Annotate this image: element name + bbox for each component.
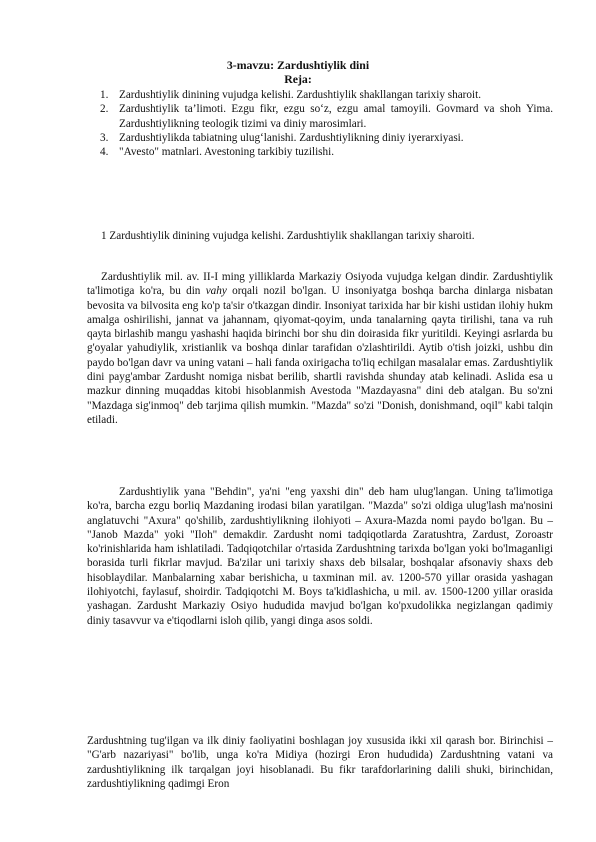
paragraph-3: Zardushtning tug'ilgan va ilk diniy faoliyatini boshlagan joy xususida ikki xil qarash bor. Birinchisi – "G'arb nazariyasi" bo'lib, unga ko'ra Midiya (hozirgi Eron hududida) Zardushtning vatani va zardushtiylikning ilk tarqalgan joyi hisoblanadi. Bu fikr tarafdorlarining dalili shuki, birinchidan, zardushtiylikning qadimgi Eron	[87, 735, 553, 790]
plan-item-text: Zardushtiylik ta’limoti. Ezgu fikr, ezgu so‘z, ezgu amal tamoyili. Govmard va shoh Yima. Zardushtiylikning teologik tizimi va diniy marosimlari.	[119, 103, 553, 130]
plan-item-text: Zardushtiylikda tabiatning ulug‘lanishi. Zardushtiylikning diniy iyerarxiyasi.	[119, 131, 464, 144]
plan-label: Reja:	[284, 72, 312, 86]
paragraph-1-text-a: Zardushtiylik mil. av. II-I ming yilliklarda Markaziy Osiyoda vujudga kelgan dindir. Zardushtiylik ta'limotiga ko'ra, bu din	[87, 271, 553, 298]
emphasized-word: vahy	[205, 285, 227, 298]
section-title: Zardushtiylik dinining vujudga kelishi. Zardushtiylik shakllangan tarixiy sharoiti.	[109, 230, 475, 242]
plan-item	[100, 145, 553, 159]
plan-item-number: 2.	[100, 103, 109, 116]
section-number: 1	[101, 230, 107, 242]
document-title: 3-mavzu: Zardushtiylik dini	[226, 58, 370, 72]
plan-item-text: Zardushtiylik dinining vujudga kelishi. Zardushtiylik shakllangan tarixiy sharoit.	[119, 89, 481, 101]
paragraph-1-text-b: orqali nozil bo'lgan. U insoniyatga boshqa barcha dinlarga nisbatan bevosita va bilvosita eng ko'p ta'sir o'tkazgan dindir. Insoniyat tarixida har bir kishi ustidan ilohiy hukm amalga oshirilishi, jannat va jahannam, qiyomat-qoyim, unda tanalarning qayta tirilishi, tana va ruh qayta birlashib mangu yashashi haqida birinchi bor shu din doirasida fikr yuritildi. Keyingi asrlarda bu g'oyalar yahudiylik, xristianlik va boshqa dinlar tarafidan o'zlashtirildi. Aytib o'tish joizki, ushbu din paydo bo'lgan davr va uning vatani – hali fanda oxirigacha to'liq echilgan masalalar emas. Zardushtiylik dini payg'ambar Zardusht nomiga nisbat berilib, shartli ravishda shunday atab kelinadi. Aslida esa u mazkur dinning muqaddas kitobi hisoblanmish Avestoda "Mazdayasna" dini deb atalgan. Bu so'zni "Mazdaga sig'inmoq" deb tarjima qilish mumkin. "Mazda" so'zi "Donish, donishmand, oqil" kabi talqin etiladi.	[87, 285, 553, 426]
paragraph-2: Zardushtiylik yana "Behdin", ya'ni "eng yaxshi din" deb ham ulug'langan. Uning ta'limotiga ko'ra, barcha ezgu borliq Mazdaning irodasi bilan yaratilgan. "Mazda" so'zi oldiga ulug'lash ma'nosini anglatuvchi "Axura" qo'shilib, zardushtiylikning ilohiyoti – Axura-Mazda nomi paydo bo'lgan. Bu – "Janob Mazda" yoki "Iloh" demakdir. Zardusht nomi tadqiqotlarda Zaratushtra, Zardust, Zoroastr ko'rinishlarida ham ishlatiladi. Tadqiqotchilar o'rtasida Zardushtning tarixda bo'lgan yoki bo'lmaganligi borasida turli fikrlar mavjud. Ba'zilar uni tarixiy shaxs deb bilsalar, boshqalar afsonaviy shaxs deb hisoblaydilar. Manbalarning xabar berishicha, u taxminan mil. av. 1200-570 yillar orasida yashagan ilohiyotchi, faylasuf, shoirdir. Tadqiqotchi M. Boys ta'kidlashicha, u mil. av. 1500-1200 yillar orasida yashagan. Zardusht Markaziy Osiyo hududida mavjud bo'lgan ko'pxudolikka negizlangan qadimiy diniy tasavvur va e'tiqodlarni isloh qilib, yangi dinga asos soldi.	[87, 486, 553, 627]
plan-item	[100, 102, 553, 131]
plan-item	[100, 131, 553, 145]
plan-item-number: 4.	[100, 146, 109, 159]
section-heading	[101, 229, 553, 243]
paragraph-1	[87, 270, 553, 427]
plan-item	[100, 88, 553, 102]
plan-item-number: 1.	[100, 89, 109, 101]
plan-item-text: "Avesto" matnlari. Avestoning tarkibiy tuzilishi.	[119, 146, 335, 159]
plan-list	[100, 88, 553, 159]
plan-item-number: 3.	[100, 131, 109, 144]
